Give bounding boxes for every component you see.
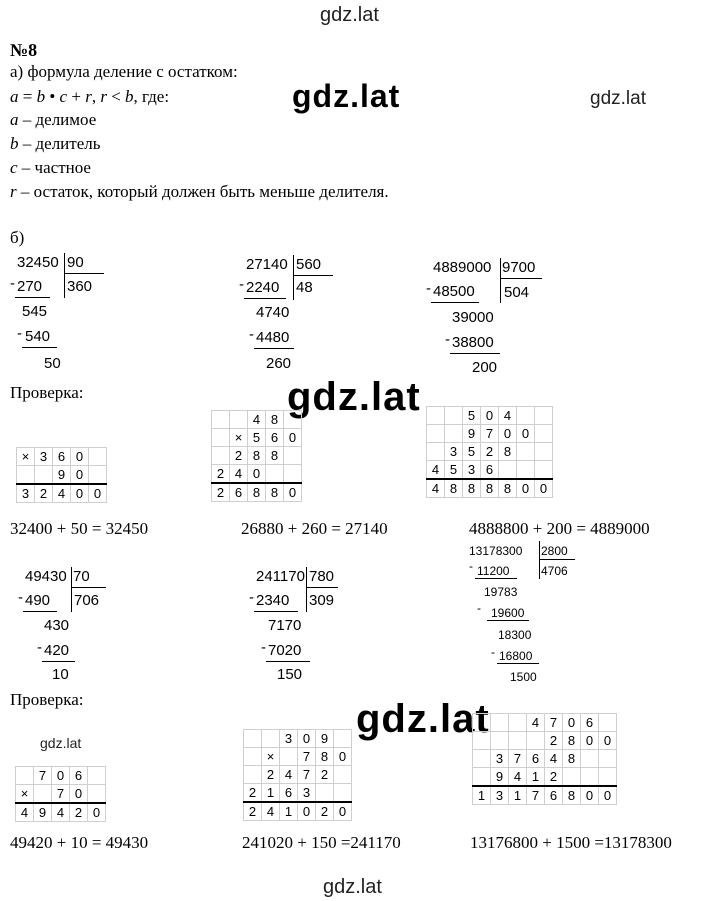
grid-row xyxy=(473,768,617,787)
grid-cell: 8 xyxy=(266,411,284,429)
quotient: 360 xyxy=(67,278,93,295)
grid-cell: 8 xyxy=(563,750,581,768)
watermark-e: gdz.lat xyxy=(356,697,490,741)
grid-cell xyxy=(427,407,445,425)
divisor: 560 xyxy=(296,256,322,273)
grid-cell: 3 xyxy=(35,448,53,466)
remainder-step-2: 18300 xyxy=(498,628,532,642)
grid-cell: 3 xyxy=(491,786,509,805)
grid-cell xyxy=(517,461,535,480)
grid-cell: 8 xyxy=(499,479,517,498)
grid-cell: 0 xyxy=(481,407,499,425)
dividend: 27140 xyxy=(246,256,288,273)
quotient: 504 xyxy=(504,284,530,301)
subtrahend-2: 420 xyxy=(44,642,70,659)
grid-cell: 0 xyxy=(563,714,581,732)
divisor: 90 xyxy=(67,254,84,271)
grid-cell xyxy=(266,465,284,484)
grid-row xyxy=(473,750,617,768)
subtrahend-2: 38800 xyxy=(452,334,494,351)
grid-cell: 0 xyxy=(71,466,89,485)
grid-cell xyxy=(244,766,262,784)
grid-cell: 2 xyxy=(212,483,230,502)
grid-cell xyxy=(445,407,463,425)
grid-row xyxy=(17,466,107,485)
grid-cell xyxy=(244,730,262,748)
grid-cell xyxy=(581,768,599,787)
grid-cell: 5 xyxy=(463,443,481,461)
grid-cell: 8 xyxy=(248,483,266,502)
dividend: 49430 xyxy=(25,568,67,585)
grid-cell xyxy=(88,785,106,804)
grid-cell xyxy=(284,447,302,465)
check-label-2: Проверка: xyxy=(10,690,84,709)
dividend: 13178300 xyxy=(469,544,523,558)
remainder: 260 xyxy=(266,355,292,372)
grid-cell: 3 xyxy=(280,730,298,748)
grid-row xyxy=(212,447,302,465)
remainder: 150 xyxy=(277,666,303,683)
grid-cell xyxy=(599,750,617,768)
grid-row xyxy=(244,802,352,821)
grid-cell: 0 xyxy=(581,786,599,805)
grid-cell: 3 xyxy=(463,461,481,480)
grid-row xyxy=(16,767,106,785)
grid-row xyxy=(212,465,302,484)
grid-cell xyxy=(527,732,545,750)
grid-cell xyxy=(262,730,280,748)
grid-cell xyxy=(89,448,107,466)
grid-cell xyxy=(599,714,617,732)
divisor: 9700 xyxy=(502,259,536,276)
multiplication-grid-2 xyxy=(211,410,302,502)
grid-cell: 2 xyxy=(545,732,563,750)
part-a-title: а) формула деление с остатком: xyxy=(10,62,238,81)
grid-cell: 0 xyxy=(517,479,535,498)
grid-row xyxy=(16,803,106,822)
subtrahend-1: 2240 xyxy=(246,279,280,296)
grid-cell: 3 xyxy=(491,750,509,768)
grid-cell: 1 xyxy=(509,786,527,805)
grid-cell: 0 xyxy=(535,479,553,498)
grid-cell xyxy=(491,732,509,750)
grid-cell: 2 xyxy=(230,447,248,465)
grid-cell: 0 xyxy=(70,785,88,804)
quotient: 706 xyxy=(74,592,100,609)
grid-cell xyxy=(35,466,53,485)
grid-cell: 1 xyxy=(262,784,280,803)
grid-cell: 4 xyxy=(427,479,445,498)
grid-row xyxy=(427,479,553,498)
grid-cell xyxy=(284,411,302,429)
grid-cell: 2 xyxy=(70,803,88,822)
remainder: 200 xyxy=(472,359,498,376)
grid-cell: 0 xyxy=(298,802,316,821)
grid-row xyxy=(473,732,617,750)
grid-row xyxy=(427,425,553,443)
grid-cell: 0 xyxy=(52,767,70,785)
grid-cell xyxy=(212,411,230,429)
grid-cell: 6 xyxy=(53,448,71,466)
grid-cell: × xyxy=(230,429,248,447)
check-equation-3: 4888800 + 200 = 4889000 xyxy=(469,519,650,538)
grid-cell: 8 xyxy=(248,447,266,465)
grid-cell xyxy=(334,730,352,748)
grid-cell: 7 xyxy=(481,425,499,443)
grid-cell xyxy=(499,461,517,480)
grid-cell: 0 xyxy=(581,732,599,750)
grid-cell xyxy=(563,768,581,787)
grid-cell: 7 xyxy=(34,767,52,785)
grid-cell: 3 xyxy=(17,484,35,503)
grid-cell: 0 xyxy=(499,425,517,443)
grid-cell: 4 xyxy=(53,484,71,503)
grid-cell: 2 xyxy=(212,465,230,484)
grid-cell: 8 xyxy=(445,479,463,498)
grid-cell: 4 xyxy=(16,803,34,822)
grid-row xyxy=(427,443,553,461)
grid-cell xyxy=(473,750,491,768)
multiplication-grid-4 xyxy=(15,766,106,822)
remainder-step-1: 4740 xyxy=(256,304,290,321)
grid-cell: 4 xyxy=(527,714,545,732)
problem-number: №8 xyxy=(10,40,38,60)
grid-cell: 5 xyxy=(463,407,481,425)
grid-cell: 0 xyxy=(517,425,535,443)
grid-cell xyxy=(509,732,527,750)
grid-cell: 0 xyxy=(599,732,617,750)
divisor: 2800 xyxy=(541,544,568,558)
grid-cell: 2 xyxy=(545,768,563,787)
grid-cell: 6 xyxy=(266,429,284,447)
subtrahend-1: 270 xyxy=(17,278,43,295)
grid-cell: 8 xyxy=(481,479,499,498)
grid-cell: 6 xyxy=(481,461,499,480)
part-b-label: б) xyxy=(10,228,25,247)
grid-cell: 0 xyxy=(298,730,316,748)
grid-cell: 2 xyxy=(262,766,280,784)
grid-cell: 6 xyxy=(581,714,599,732)
grid-cell xyxy=(284,465,302,484)
grid-cell: 8 xyxy=(563,732,581,750)
check-label-1: Проверка: xyxy=(10,383,84,402)
watermark-a: gdz.lat xyxy=(292,78,401,114)
dividend: 32450 xyxy=(17,254,59,271)
grid-cell xyxy=(473,768,491,787)
grid-cell xyxy=(535,443,553,461)
grid-cell xyxy=(334,784,352,803)
grid-row xyxy=(427,407,553,425)
grid-cell: 0 xyxy=(284,429,302,447)
grid-cell: 8 xyxy=(316,748,334,766)
def-c: c – частное xyxy=(10,158,91,177)
grid-cell xyxy=(230,411,248,429)
grid-row xyxy=(212,411,302,429)
grid-cell: 9 xyxy=(34,803,52,822)
grid-cell: 0 xyxy=(334,748,352,766)
grid-cell: × xyxy=(16,785,34,804)
check-equation-2: 26880 + 260 = 27140 xyxy=(241,519,388,538)
remainder-step-1: 39000 xyxy=(452,309,494,326)
grid-cell: 8 xyxy=(266,447,284,465)
subtrahend-1: 48500 xyxy=(433,283,475,300)
grid-row xyxy=(212,483,302,502)
quotient: 309 xyxy=(309,592,335,609)
multiplication-grid-1 xyxy=(16,447,107,503)
grid-cell: 6 xyxy=(230,483,248,502)
watermark-d: gdz.lat xyxy=(40,735,82,751)
grid-cell: 0 xyxy=(71,484,89,503)
check-equation-5: 241020 + 150 =241170 xyxy=(242,833,401,852)
grid-cell xyxy=(473,714,491,732)
grid-cell: 6 xyxy=(70,767,88,785)
grid-cell xyxy=(334,766,352,784)
grid-cell: 9 xyxy=(316,730,334,748)
grid-cell: 7 xyxy=(527,786,545,805)
subtrahend-3: 16800 xyxy=(499,649,533,663)
subtrahend-2: 7020 xyxy=(268,642,302,659)
remainder: 50 xyxy=(44,355,61,372)
grid-cell: × xyxy=(262,748,280,766)
grid-cell xyxy=(599,768,617,787)
grid-cell xyxy=(491,714,509,732)
check-equation-6: 13176800 + 1500 =13178300 xyxy=(470,833,672,852)
grid-cell: 3 xyxy=(445,443,463,461)
multiplication-grid-6 xyxy=(472,713,617,805)
check-equation-4: 49420 + 10 = 49430 xyxy=(10,833,149,852)
grid-cell: 3 xyxy=(298,784,316,803)
watermark-c: gdz.lat xyxy=(287,375,421,419)
grid-cell: × xyxy=(17,448,35,466)
grid-cell: 8 xyxy=(499,443,517,461)
grid-cell: 0 xyxy=(334,802,352,821)
grid-row xyxy=(473,786,617,805)
grid-cell: 9 xyxy=(491,768,509,787)
grid-cell: 7 xyxy=(298,766,316,784)
grid-row xyxy=(244,748,352,766)
remainder-step-1: 545 xyxy=(22,303,48,320)
grid-cell: 1 xyxy=(527,768,545,787)
watermark-b: gdz.lat xyxy=(590,88,646,109)
grid-cell: 2 xyxy=(35,484,53,503)
quotient: 48 xyxy=(296,279,313,296)
grid-cell xyxy=(316,784,334,803)
grid-cell xyxy=(473,732,491,750)
grid-cell xyxy=(16,767,34,785)
remainder-step-1: 7170 xyxy=(268,617,302,634)
grid-cell xyxy=(212,429,230,447)
grid-cell xyxy=(445,425,463,443)
watermark-bottom: gdz.lat xyxy=(323,876,382,898)
remainder: 1500 xyxy=(510,670,537,684)
formula: a = b • c + r, r < b, где: xyxy=(10,87,170,106)
remainder-step-1: 19783 xyxy=(484,585,518,599)
grid-row xyxy=(427,461,553,480)
divisor: 780 xyxy=(309,568,335,585)
grid-cell: 4 xyxy=(52,803,70,822)
grid-cell: 7 xyxy=(298,748,316,766)
grid-cell xyxy=(17,466,35,485)
grid-cell xyxy=(535,425,553,443)
grid-cell: 1 xyxy=(280,802,298,821)
grid-cell xyxy=(535,407,553,425)
grid-cell: 2 xyxy=(316,802,334,821)
grid-cell: 0 xyxy=(71,448,89,466)
grid-cell: 0 xyxy=(599,786,617,805)
subtrahend-2: 4480 xyxy=(256,329,290,346)
grid-cell xyxy=(427,443,445,461)
multiplication-grid-5 xyxy=(243,729,352,821)
grid-cell: 7 xyxy=(545,714,563,732)
grid-cell: 6 xyxy=(280,784,298,803)
grid-row xyxy=(16,785,106,804)
grid-cell: 8 xyxy=(563,786,581,805)
grid-cell: 0 xyxy=(284,483,302,502)
subtrahend-1: 2340 xyxy=(256,592,290,609)
grid-cell: 2 xyxy=(244,784,262,803)
grid-cell xyxy=(88,767,106,785)
grid-cell: 1 xyxy=(473,786,491,805)
grid-row xyxy=(244,766,352,784)
grid-cell: 6 xyxy=(527,750,545,768)
def-a: a – делимое xyxy=(10,110,97,129)
grid-cell: 6 xyxy=(545,786,563,805)
grid-cell xyxy=(89,466,107,485)
grid-cell xyxy=(244,748,262,766)
subtrahend-1: 490 xyxy=(25,592,51,609)
remainder-step-1: 430 xyxy=(44,617,70,634)
check-equation-1: 32400 + 50 = 32450 xyxy=(10,519,149,538)
grid-cell xyxy=(509,714,527,732)
grid-cell: 0 xyxy=(89,484,107,503)
divisor: 70 xyxy=(73,568,90,585)
grid-cell: 4 xyxy=(427,461,445,480)
grid-cell: 4 xyxy=(545,750,563,768)
grid-cell: 4 xyxy=(499,407,517,425)
subtrahend-2: 540 xyxy=(25,328,51,345)
grid-row xyxy=(212,429,302,447)
def-r: r – остаток, который должен быть меньше делителя. xyxy=(10,182,389,201)
dividend: 241170 xyxy=(256,568,305,585)
grid-cell: 2 xyxy=(244,802,262,821)
subtrahend-1: 11200 xyxy=(477,564,510,578)
grid-cell xyxy=(517,443,535,461)
grid-cell: 7 xyxy=(52,785,70,804)
quotient: 4706 xyxy=(541,564,568,578)
def-b: b – делитель xyxy=(10,134,101,153)
dividend: 4889000 xyxy=(433,259,492,276)
grid-cell xyxy=(34,785,52,804)
grid-cell: 2 xyxy=(316,766,334,784)
grid-cell xyxy=(517,407,535,425)
grid-cell xyxy=(212,447,230,465)
grid-cell: 4 xyxy=(280,766,298,784)
grid-row xyxy=(473,714,617,732)
grid-cell: 2 xyxy=(481,443,499,461)
multiplication-grid-3 xyxy=(426,406,553,498)
watermark-top: gdz.lat xyxy=(320,4,379,26)
grid-cell xyxy=(427,425,445,443)
grid-cell: 4 xyxy=(248,411,266,429)
grid-row xyxy=(244,784,352,803)
grid-cell xyxy=(280,748,298,766)
grid-cell: 5 xyxy=(445,461,463,480)
subtrahend-2: 19600 xyxy=(491,606,525,620)
grid-cell: 0 xyxy=(248,465,266,484)
grid-cell xyxy=(535,461,553,480)
grid-cell: 4 xyxy=(262,802,280,821)
grid-row xyxy=(244,730,352,748)
grid-cell: 8 xyxy=(266,483,284,502)
grid-cell: 4 xyxy=(230,465,248,484)
grid-cell: 9 xyxy=(463,425,481,443)
grid-cell: 4 xyxy=(509,768,527,787)
grid-cell: 8 xyxy=(463,479,481,498)
grid-cell: 5 xyxy=(248,429,266,447)
grid-row xyxy=(17,484,107,503)
grid-row xyxy=(17,448,107,466)
grid-cell: 0 xyxy=(88,803,106,822)
grid-cell xyxy=(581,750,599,768)
grid-cell: 9 xyxy=(53,466,71,485)
grid-cell: 7 xyxy=(509,750,527,768)
remainder: 10 xyxy=(52,666,69,683)
